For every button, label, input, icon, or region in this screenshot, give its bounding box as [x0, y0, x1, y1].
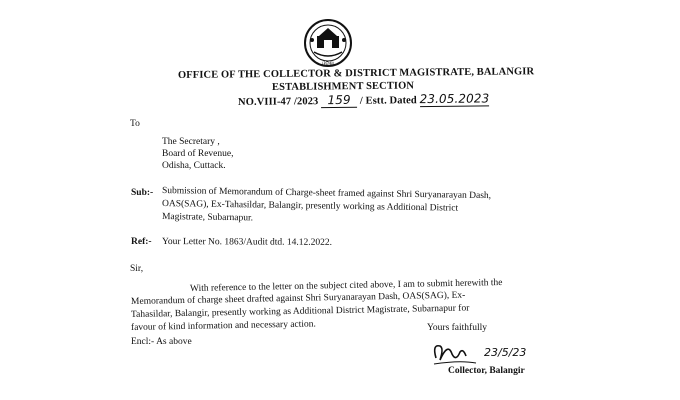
letter-number-prefix: NO.VIII-47 /2023 [237, 96, 319, 108]
salutation: Sir, [130, 264, 144, 274]
body-line-2: Memorandum of charge sheet drafted against Shri Suryanarayan Dash, OAS(SAG), Ex- [130, 290, 466, 307]
section-title: ESTABLISHMENT SECTION [271, 80, 415, 93]
signatory-title: Collector, Balangir [448, 366, 525, 376]
reference-label: Ref:- [131, 237, 152, 247]
recipient-line-1: The Secretary , [162, 137, 220, 147]
body-line-3: Tahasildar, Balangir, presently working as Additional District Magistrate, Subarnapur for [130, 303, 470, 320]
subject-line-3: Magistrate, Subarnapur. [161, 212, 254, 224]
body-line-4: favour of kind information and necessary action. [130, 319, 316, 333]
letter-date-handwritten: 23.05.2023 [419, 91, 490, 107]
subject-line-2: OAS(SAG), Ex-Tahasildar, Balangir, presently working as Additional District [161, 199, 459, 214]
office-title: OFFICE OF THE COLLECTOR & DISTRICT MAGISTRATE, BALANGIR [177, 66, 535, 81]
body-line-1: With reference to the letter on the subject cited above, I am to submit herewith the [189, 278, 503, 294]
reference-text: Your Letter No. 1863/Audit dtd. 14.12.2022. [161, 237, 333, 248]
letter-number-line [238, 91, 489, 109]
closing-text: Yours faithfully [427, 323, 487, 333]
emblem-text: ଓଡ଼ିଶା [321, 61, 335, 67]
recipient-line-3: Odisha, Cuttack. [162, 161, 226, 171]
to-label: To [130, 119, 140, 129]
odisha-state-emblem-icon [300, 18, 356, 68]
signature-date: 23/5/23 [484, 346, 527, 359]
estt-dated-label: / Estt. Dated [359, 95, 417, 107]
recipient-line-2: Board of Revenue, [162, 149, 234, 159]
letter-number-handwritten: 159 [321, 93, 357, 108]
subject-line-1: Submission of Memorandum of Charge-sheet framed against Shri Suryanarayan Dash, [161, 186, 492, 202]
subject-label: Sub:- [131, 188, 154, 198]
enclosure-text: Encl:- As above [131, 337, 192, 347]
